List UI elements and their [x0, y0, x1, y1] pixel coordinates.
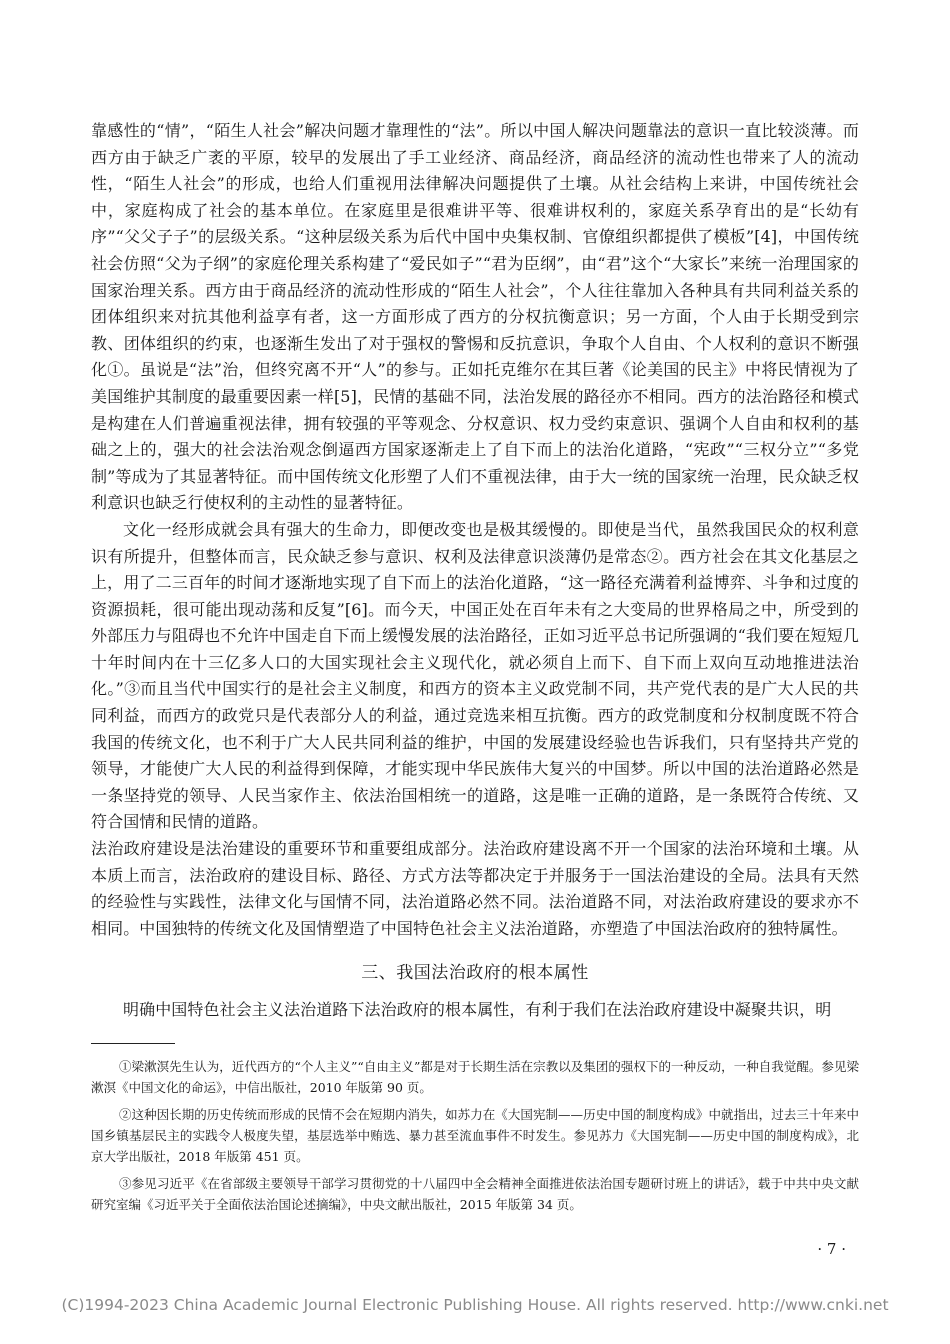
copyright-footer: (C)1994-2023 China Academic Journal Electronic Publishing House. All rights reserved. http://www.cnki.net	[61, 1296, 889, 1314]
footnote-1: ①梁漱溟先生认为，近代西方的“个人主义”“自由主义”都是对于长期生活在宗教以及集团的强权下的一种反动，一种自我觉醒。参见梁漱溟《中国文化的命运》，中信出版社，2010 年版第 90 页。	[91, 1059, 859, 1095]
footnote-divider	[91, 1043, 175, 1044]
footnote-3: ③参见习近平《在省部级主要领导干部学习贯彻党的十八届四中全会精神全面推进依法治国专题研讨班上的讲话》，载于中共中央文献研究室编《习近平关于全面依法治国论述摘编》，中央文献出版社，2015 年版第 34 页。	[91, 1176, 859, 1212]
body-paragraph-2: 文化一经形成就会具有强大的生命力，即便改变也是极其缓慢的。即使是当代，虽然我国民众的权利意识有所提升，但整体而言，民众缺乏参与意识、权利及法律意识淡薄仍是常态②。西方社会在其文化基层之上，用了二三百年的时间才逐渐地实现了自下而上的法治化道路，“这一路径充满着利益博弈、斗争和过度的资源损耗，很可能出现动荡和反复”[6]。而今天，中国正处在百年未有之大变局的世界格局之中，所受到的外部压力与阻碍也不允许中国走自下而上缓慢发展的法治路径，正如习近平总书记所强调的“我们要在短短几十年时间内在十三亿多人口的大国实现社会主义现代化，就必须自上而下、自下而上双向互动地推进法治化。”③而且当代中国实行的是社会主义制度，和西方的资本主义政党制不同，共产党代表的是广大人民的共同利益，而西方的政党只是代表部分人的利益，通过竞选来相互抗衡。西方的政党制度和分权制度既不符合我国的传统文化，也不利于广大人民共同利益的维护，中国的发展建设经验也告诉我们，只有坚持共产党的领导，才能使广大人民的利益得到保障，才能实现中华民族伟大复兴的中国梦。所以中国的法治道路必然是一条坚持党的领导、人民当家作主、依法治国相统一的道路，这是唯一正确的道路，是一条既符合传统、又符合国情和民情的道路。	[91, 519, 859, 832]
footnote-2: ②这种因长期的历史传统而形成的民情不会在短期内消失，如苏力在《大国宪制——历史中国的制度构成》中就指出，过去三十年来中国乡镇基层民主的实践令人极度失望，基层选举中贿选、暴力甚至流血事件不时发生。参见苏力《大国宪制——历史中国的制度构成》，北京大学出版社，2018 年版第 451 页。	[91, 1107, 859, 1164]
body-paragraph-1: 靠感性的“情”，“陌生人社会”解决问题才靠理性的“法”。所以中国人解决问题靠法的意识一直比较淡薄。而西方由于缺乏广袤的平原，较早的发展出了手工业经济、商品经济，商品经济的流动性也带来了人的流动性，“陌生人社会”的形成，也给人们重视用法律解决问题提供了土壤。从社会结构上来讲，中国传统社会中，家庭构成了社会的基本单位。在家庭里是很难讲平等、很难讲权利的，家庭关系孕育出的是“长幼有序”“父父子子”的层级关系。“这种层级关系为后代中国中央集权制、官僚组织都提供了模板”[4]，中国传统社会仿照“父为子纲”的家庭伦理关系构建了“爱民如子”“君为臣纲”，由“君”这个“大家长”来统一治理国家的国家治理关系。西方由于商品经济的流动性形成的“陌生人社会”，个人往往靠加入各种具有共同利益关系的团体组织来对抗其他利益享有者，这一方面形成了西方的分权抗衡意识；另一方面，个人由于长期受到宗教、团体组织的约束，也逐渐生发出了对于强权的警惕和反抗意识，争取个人自由、个人权利的意识不断强化①。虽说是“法”治，但终究离不开“人”的参与。正如托克维尔在其巨著《论美国的民主》中将民情视为了美国维护其制度的最重要因素一样[5]，民情的基础不同，法治发展的路径亦不相同。西方的法治路径和模式是构建在人们普遍重视法律，拥有较强的平等观念、分权意识、权力受约束意识、强调个人自由和权利的基础之上的，强大的社会法治观念倒逼西方国家逐渐走上了自下而上的法治化道路，“宪政”“三权分立”“多党制”等成为了其显著特征。而中国传统文化形塑了人们不重视法律，由于大一统的国家统一治理，民众缺乏权利意识也缺乏行使权利的主动性的显著特征。	[91, 121, 859, 513]
article-body	[91, 118, 859, 1024]
body-paragraph-3: 法治政府建设是法治建设的重要环节和重要组成部分。法治政府建设离不开一个国家的法治环境和土壤。从本质上而言，法治政府的建设目标、路径、方式方法等都决定于并服务于一国法治建设的全局。法具有天然的经验性与实践性，法律文化与国情不同，法治道路必然不同。法治道路不同，对法治政府建设的要求亦不相同。中国独特的传统文化及国情塑造了中国特色社会主义法治道路，亦塑造了中国法治政府的独特属性。	[91, 839, 859, 938]
section-heading: 三、我国法治政府的根本属性	[361, 963, 589, 984]
body-paragraph-4: 明确中国特色社会主义法治道路下法治政府的根本属性，有利于我们在法治政府建设中凝聚共识，明	[123, 1000, 832, 1020]
page-number: · 7 ·	[817, 1240, 846, 1258]
footnotes	[91, 1056, 859, 1221]
